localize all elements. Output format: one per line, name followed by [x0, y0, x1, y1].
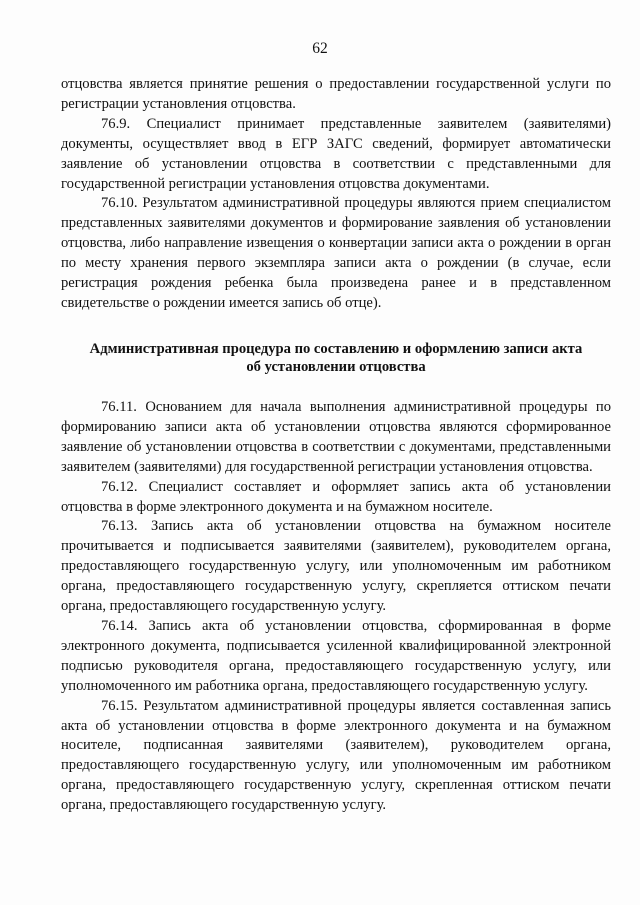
paragraph-76-11: 76.11. Основанием для начала выполнения административной процедуры по формированию записи акта об установлении отцовства являются сформированное заявление об установлении отцовства в соответствии с документами, представленными заявителем (заявителями) для государственной регистрации установления отцовства. [61, 399, 611, 475]
section-heading-line-2: об установлении отцовства [246, 359, 426, 375]
paragraph-76-13: 76.13. Запись акта об установлении отцовства на бумажном носителе прочитывается и подписывается заявителями (заявителем), руководителем органа, предоставляющего государственную услугу, или уполномоченным им работником органа, предоставляющего государственную услугу, скрепляется оттиском печати органа, предоставляющего государственную услугу. [61, 518, 611, 615]
section-heading [61, 340, 611, 376]
paragraph-76-10: 76.10. Результатом административной процедуры являются прием специалистом представленных заявителями документов и формирование заявления об установлении отцовства, либо направление извещения о конвертации записи акта о рождении в орган по месту хранения первого экземпляра записи акта о рождении (в случае, если регистрация рождения ребенка была произведена ранее и в представленном свидетельстве о рождении имеется запись об отце). [61, 195, 611, 311]
bottom-text-block [61, 398, 611, 816]
page-number: 62 [312, 40, 328, 57]
paragraph-76-14: 76.14. Запись акта об установлении отцовства, сформированная в форме электронного документа, подписывается усиленной квалифицированной электронной подписью руководителя органа, предоставляющего государственную услугу, или уполномоченного им работника органа, предоставляющего государственную услугу. [61, 617, 611, 694]
paragraph-76-15: 76.15. Результатом административной процедуры является составленная запись акта об установлении отцовства в форме электронного документа и на бумажном носителе, подписанная заявителями (заявителем), руководителем органа, предоставляющего государственную услугу, или уполномоченным им работником органа, предоставляющего государственную услугу, скрепленная оттиском печати органа, предоставляющего государственную услугу. [61, 697, 611, 814]
paragraph-continuation: отцовства является принятие решения о предоставлении государственной услуги по регистрации установления отцовства. [61, 76, 611, 112]
top-text-block [61, 75, 611, 314]
paragraph-76-12: 76.12. Специалист составляет и оформляет запись акта об установлении отцовства в форме электронного документа и на бумажном носителе. [61, 478, 611, 515]
section-heading-line-1: Административная процедура по составлению и оформлению записи акта [89, 341, 583, 357]
paragraph-76-9: 76.9. Специалист принимает представленные заявителем (заявителями) документы, осуществляет ввод в ЕГР ЗАГС сведений, формирует автоматически заявление об установлении отцовства в соответствии с представленными для государственной регистрации установления отцовства документами. [61, 115, 611, 192]
